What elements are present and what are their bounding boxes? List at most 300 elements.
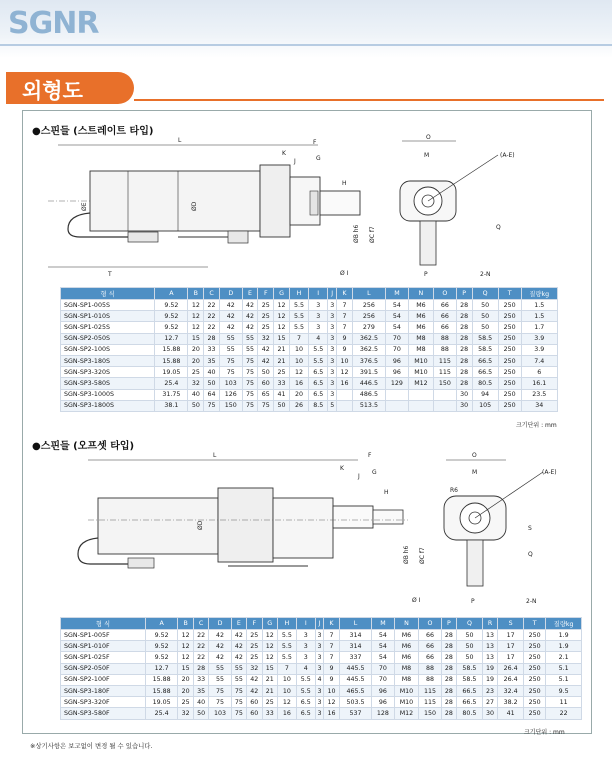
table-cell: 4 [296, 663, 315, 674]
dim-label-B2: ØB h6 [403, 545, 410, 564]
table-cell: 42 [209, 641, 231, 652]
model-cell: SGN-SP1-025S [61, 322, 155, 333]
model-cell: SGN-SP3-1000S [61, 389, 155, 400]
model-cell: SGN-SP3-180F [61, 685, 146, 696]
table-cell: 3 [296, 652, 315, 663]
table-cell: 3 [309, 300, 328, 311]
table-row [61, 322, 558, 333]
table-cell: 150 [434, 378, 457, 389]
table-cell: 42 [242, 322, 258, 333]
table-cell: 21 [262, 685, 277, 696]
table-cell: 96 [372, 697, 394, 708]
model-cell: SGN-SP1-010F [61, 641, 146, 652]
column-header: H [289, 288, 308, 300]
column-header: 형 식 [61, 618, 146, 630]
column-header: Q [472, 288, 498, 300]
dim-label-A-E2: (A-E) [542, 469, 557, 476]
table-cell: 5.5 [296, 685, 315, 696]
column-header: I [309, 288, 328, 300]
table-cell: 3 [328, 322, 337, 333]
table-cell: 21 [274, 344, 290, 355]
table-cell: 33 [193, 674, 208, 685]
table-cell: 50 [472, 300, 498, 311]
section-title-offset: ●스핀들 (오프셋 타입) [32, 441, 135, 452]
table-cell: 42 [219, 322, 242, 333]
table-cell: 22 [193, 630, 208, 641]
table-cell: 22 [193, 641, 208, 652]
table-cell: 150 [419, 708, 441, 719]
table-cell: 28 [441, 652, 456, 663]
dim-label-H2: H [384, 489, 389, 496]
table-cell: 28 [456, 300, 472, 311]
model-cell: SGN-SP2-100S [61, 344, 155, 355]
dim-label-G2: G [372, 469, 377, 476]
table-cell: 16 [277, 708, 296, 719]
table-cell: 88 [419, 674, 441, 685]
table-cell: 1.5 [521, 311, 558, 322]
dim-label-P2: P [471, 598, 475, 605]
table-cell: 250 [498, 378, 521, 389]
column-header: J [315, 618, 324, 630]
table-cell: 3 [315, 708, 324, 719]
table-cell: M10 [394, 697, 419, 708]
table-cell: 42 [242, 300, 258, 311]
table-cell: 42 [247, 685, 262, 696]
table-cell: 54 [386, 300, 409, 311]
column-header: M [386, 288, 409, 300]
table-cell: 19 [482, 674, 497, 685]
table-cell: 50 [457, 641, 483, 652]
table-cell: 6.5 [309, 378, 328, 389]
table-cell: 9 [324, 663, 339, 674]
table-cell: 28 [456, 311, 472, 322]
model-cell: SGN-SP1-005S [61, 300, 155, 311]
table-cell: 3 [328, 300, 337, 311]
table-cell: 32 [247, 663, 262, 674]
table-cell: 50 [457, 630, 483, 641]
table-cell: 12 [274, 322, 290, 333]
table-cell: 445.5 [339, 674, 372, 685]
table-cell: 16 [324, 708, 339, 719]
dim-label-S2: S [528, 525, 532, 532]
section-title-straight: ●스핀들 (스트레이트 타입) [32, 126, 154, 137]
table-cell: M6 [394, 641, 419, 652]
table-cell: 20 [178, 685, 193, 696]
table-cell: 75 [242, 367, 258, 378]
table-cell: 55 [231, 663, 246, 674]
table-cell: 1.5 [521, 300, 558, 311]
table-cell: 54 [372, 652, 394, 663]
table-cell: M10 [408, 355, 433, 366]
table-cell: 15 [178, 663, 193, 674]
table-cell: 94 [472, 389, 498, 400]
dim-label-K: K [282, 150, 286, 157]
table-cell: 250 [523, 708, 545, 719]
table-cell: M6 [408, 311, 433, 322]
table-cell: 16 [289, 378, 308, 389]
table-cell: 42 [247, 674, 262, 685]
table-cell: 70 [372, 674, 394, 685]
dim-label-O: O [426, 134, 431, 141]
table-cell: 50 [258, 367, 274, 378]
straight-spindle-drawing [28, 133, 548, 281]
column-header: B [178, 618, 193, 630]
table-cell: 66.5 [472, 355, 498, 366]
table-cell: M8 [394, 663, 419, 674]
table-cell: 12 [188, 311, 204, 322]
table-cell: 1.7 [521, 322, 558, 333]
table-cell: 10 [289, 344, 308, 355]
table-cell: 105 [472, 400, 498, 411]
table-row [61, 300, 558, 311]
brand-logo: SGNR [8, 6, 99, 41]
dim-label-A-E: (A-E) [500, 152, 515, 159]
table-cell: 4 [315, 674, 324, 685]
table-cell: 12 [274, 300, 290, 311]
model-cell: SGN-SP3-1800S [61, 400, 155, 411]
table-cell: 38.1 [155, 400, 188, 411]
table-cell: 537 [339, 708, 372, 719]
table-cell: 42 [242, 311, 258, 322]
dim-label-L2: L [213, 452, 217, 459]
table-cell: 58.5 [457, 674, 483, 685]
dim-label-H: H [342, 180, 347, 187]
unit-note-offset: 크기단위 : mm [524, 729, 565, 736]
table-cell: 10 [289, 355, 308, 366]
table-cell: 17 [498, 630, 524, 641]
table-cell: 12 [337, 367, 353, 378]
table-cell: 19.05 [155, 367, 188, 378]
dim-label-D: ØD [191, 201, 198, 211]
column-header: P [441, 618, 456, 630]
column-header: T [523, 618, 545, 630]
table-cell: 445.5 [339, 663, 372, 674]
table-cell: 42 [209, 652, 231, 663]
table-cell: M8 [394, 674, 419, 685]
table-cell: 5.5 [289, 322, 308, 333]
table-cell: 3.9 [521, 344, 558, 355]
table-cell: 12 [274, 311, 290, 322]
table-cell: 12 [178, 641, 193, 652]
table-cell: 58.5 [472, 333, 498, 344]
table-cell: 9 [337, 344, 353, 355]
table-cell: M10 [394, 685, 419, 696]
table-cell: 66.5 [457, 697, 483, 708]
table-cell: 12.7 [145, 663, 178, 674]
table-cell: 42 [258, 344, 274, 355]
table-cell: 42 [219, 300, 242, 311]
table-row [61, 333, 558, 344]
table-cell: 64 [204, 389, 220, 400]
table-cell: 5.5 [289, 311, 308, 322]
table-cell: 28 [441, 630, 456, 641]
offset-spindle-drawing [28, 448, 558, 608]
table-cell: 128 [372, 708, 394, 719]
dim-label-Q2: Q [528, 551, 533, 558]
table-cell: 6.5 [309, 367, 328, 378]
dim-label-B: ØB h6 [353, 224, 360, 243]
dim-label-G: G [316, 155, 321, 162]
table-cell: 3 [296, 630, 315, 641]
table-cell: 15.88 [155, 344, 188, 355]
table-cell: 34 [521, 400, 558, 411]
table-cell: 28 [456, 378, 472, 389]
table-cell: 362.5 [352, 333, 385, 344]
dim-label-J: J [294, 158, 296, 165]
column-header: K [324, 618, 339, 630]
dim-label-O2: O [472, 452, 477, 459]
table-cell: 66 [419, 652, 441, 663]
table-cell: 25.4 [155, 378, 188, 389]
table-cell: 7 [324, 641, 339, 652]
column-header: S [498, 618, 524, 630]
table-cell: M6 [394, 630, 419, 641]
dim-label-J2: J [358, 473, 360, 480]
table-cell: 12 [188, 322, 204, 333]
table-cell: 54 [372, 630, 394, 641]
table-cell: 103 [209, 708, 231, 719]
table-cell: 25 [258, 300, 274, 311]
table-cell: 33 [274, 378, 290, 389]
table-cell: 66 [434, 322, 457, 333]
table-row [61, 389, 558, 400]
table-cell: 42 [231, 652, 246, 663]
table-cell: 9.52 [155, 300, 188, 311]
table-cell: 50 [193, 708, 208, 719]
dim-label-C: ØC f7 [369, 226, 376, 243]
column-header: G [274, 288, 290, 300]
table-cell: M6 [408, 300, 433, 311]
table-cell: 115 [434, 367, 457, 378]
table-cell: 42 [231, 630, 246, 641]
model-cell: SGN-SP1-010S [61, 311, 155, 322]
table-cell: 4 [309, 333, 328, 344]
table-row [61, 355, 558, 366]
table-cell: 3 [309, 322, 328, 333]
table-cell: 55 [209, 674, 231, 685]
table-cell: 66 [419, 630, 441, 641]
table-cell: 30 [456, 400, 472, 411]
table-cell: 7 [337, 300, 353, 311]
table-cell: 25 [247, 641, 262, 652]
table-cell: 9.52 [155, 322, 188, 333]
table-cell: 75 [242, 355, 258, 366]
table-cell: 75 [231, 708, 246, 719]
column-header: F [258, 288, 274, 300]
table-cell: 250 [523, 630, 545, 641]
table-cell: 6.5 [309, 389, 328, 400]
table-cell: 65 [258, 389, 274, 400]
dim-label-M2: M [472, 469, 478, 476]
column-header: N [408, 288, 433, 300]
table-cell: 66 [419, 641, 441, 652]
model-cell: SGN-SP2-100F [61, 674, 146, 685]
table-cell: 75 [242, 400, 258, 411]
table-cell: 11 [546, 697, 582, 708]
table-cell: 5 [328, 400, 337, 411]
table-row [61, 378, 558, 389]
table-cell: 28 [456, 322, 472, 333]
table-cell: 5.5 [289, 300, 308, 311]
table-cell: 15.88 [145, 674, 178, 685]
table-cell: 88 [434, 344, 457, 355]
column-header: T [498, 288, 521, 300]
table-cell: 58.5 [472, 344, 498, 355]
dim-label-K2: K [340, 465, 344, 472]
dim-label-L: L [178, 137, 182, 144]
table-cell: 66 [434, 300, 457, 311]
table-cell: 3 [315, 663, 324, 674]
table-cell: 12.7 [155, 333, 188, 344]
table-cell: 10 [277, 674, 296, 685]
table-cell: 7 [337, 311, 353, 322]
table-cell: 17 [498, 641, 524, 652]
table-cell: 9 [324, 674, 339, 685]
table-cell: 7 [289, 333, 308, 344]
table-cell: 12 [289, 367, 308, 378]
table-cell: 28 [441, 663, 456, 674]
column-header: B [188, 288, 204, 300]
table-cell: 50 [204, 378, 220, 389]
table-cell: 5.1 [546, 663, 582, 674]
table-cell: 25 [258, 311, 274, 322]
table-cell: M10 [408, 367, 433, 378]
table-row [61, 630, 582, 641]
model-cell: SGN-SP3-580F [61, 708, 146, 719]
table-cell: 33 [262, 708, 277, 719]
table-cell: 35 [204, 355, 220, 366]
table-cell: 2.1 [546, 652, 582, 663]
title-bar [0, 72, 612, 104]
table-cell: 42 [219, 311, 242, 322]
dim-label-D2: ØD [197, 520, 204, 530]
header-rule [0, 44, 612, 46]
table-cell: 15.88 [155, 355, 188, 366]
table-row [61, 708, 582, 719]
table-cell: 25 [188, 367, 204, 378]
table-cell: 250 [523, 663, 545, 674]
dim-label-R6: R6 [450, 487, 458, 494]
table-cell: 486.5 [352, 389, 385, 400]
table-cell: 5.5 [277, 652, 296, 663]
table-cell: 66.5 [457, 685, 483, 696]
table-cell: 35 [193, 685, 208, 696]
table-cell: 33 [204, 344, 220, 355]
dim-label-F2: F [368, 452, 372, 459]
column-header: D [219, 288, 242, 300]
table-cell: 115 [419, 697, 441, 708]
table-cell [337, 389, 353, 400]
table-cell: 1.9 [546, 641, 582, 652]
table-cell: 5.5 [309, 344, 328, 355]
table-cell: 12 [324, 697, 339, 708]
table-cell: 250 [523, 674, 545, 685]
table-cell: 150 [219, 400, 242, 411]
table-row [61, 652, 582, 663]
table-cell: 5.5 [309, 355, 328, 366]
table-cell: 21 [262, 674, 277, 685]
model-cell: SGN-SP2-050S [61, 333, 155, 344]
table-cell: 41 [498, 708, 524, 719]
table-cell: M12 [408, 378, 433, 389]
table-cell: 279 [352, 322, 385, 333]
table-cell: 20 [188, 355, 204, 366]
table-cell: 25 [258, 322, 274, 333]
column-header: K [337, 288, 353, 300]
table-cell: 25 [178, 697, 193, 708]
dim-label-Q: Q [496, 224, 501, 231]
dim-label-C2: ØC f7 [419, 547, 426, 564]
column-header: 형 식 [61, 288, 155, 300]
model-cell: SGN-SP1-025F [61, 652, 146, 663]
table-cell: 250 [523, 641, 545, 652]
table-cell: 22 [546, 708, 582, 719]
column-header: L [352, 288, 385, 300]
table-cell: 7 [337, 322, 353, 333]
table-cell: 5.5 [277, 630, 296, 641]
table-cell: 75 [242, 389, 258, 400]
table-cell [408, 400, 433, 411]
dim-label-T: T [108, 271, 112, 278]
table-cell: 3 [315, 697, 324, 708]
table-cell: 6.5 [296, 697, 315, 708]
table-cell: 376.5 [352, 355, 385, 366]
table-cell: 96 [386, 355, 409, 366]
table-row [61, 663, 582, 674]
model-cell: SGN-SP1-005F [61, 630, 146, 641]
table-cell: 10 [324, 685, 339, 696]
table-cell: 26.4 [498, 674, 524, 685]
table-cell: 23.5 [521, 389, 558, 400]
table-cell: 15 [188, 333, 204, 344]
table-row [61, 697, 582, 708]
table-cell [408, 389, 433, 400]
table-cell: 126 [219, 389, 242, 400]
table-cell: 3 [315, 630, 324, 641]
table-cell: 256 [352, 311, 385, 322]
table-cell: 12 [178, 652, 193, 663]
table-cell: 15 [262, 663, 277, 674]
table-cell: 70 [386, 344, 409, 355]
table-cell: 17 [498, 652, 524, 663]
table-cell: 25 [262, 697, 277, 708]
table-cell: 250 [498, 300, 521, 311]
table-cell: 21 [274, 355, 290, 366]
table-cell: 391.5 [352, 367, 385, 378]
column-header: C [204, 288, 220, 300]
table-cell: 26 [289, 400, 308, 411]
table-cell: 12 [262, 652, 277, 663]
table-cell: 55 [231, 674, 246, 685]
table-cell: 115 [434, 355, 457, 366]
table-cell: 250 [498, 389, 521, 400]
table-cell: 12 [178, 630, 193, 641]
table-cell: 32 [178, 708, 193, 719]
footnote: ※상기사항은 보고없이 변경 될 수 있습니다. [30, 742, 153, 750]
table-cell: 13 [482, 652, 497, 663]
table-cell: 32.4 [498, 685, 524, 696]
table-cell: 25 [274, 367, 290, 378]
table-cell: 28 [456, 355, 472, 366]
table-cell: 28 [441, 708, 456, 719]
table-cell: 30 [456, 389, 472, 400]
column-header: J [328, 288, 337, 300]
table-cell: 12 [277, 697, 296, 708]
table-cell: 40 [188, 389, 204, 400]
dim-label-2N2: 2-N [526, 598, 537, 605]
column-header: I [296, 618, 315, 630]
column-header: 질량kg [521, 288, 558, 300]
